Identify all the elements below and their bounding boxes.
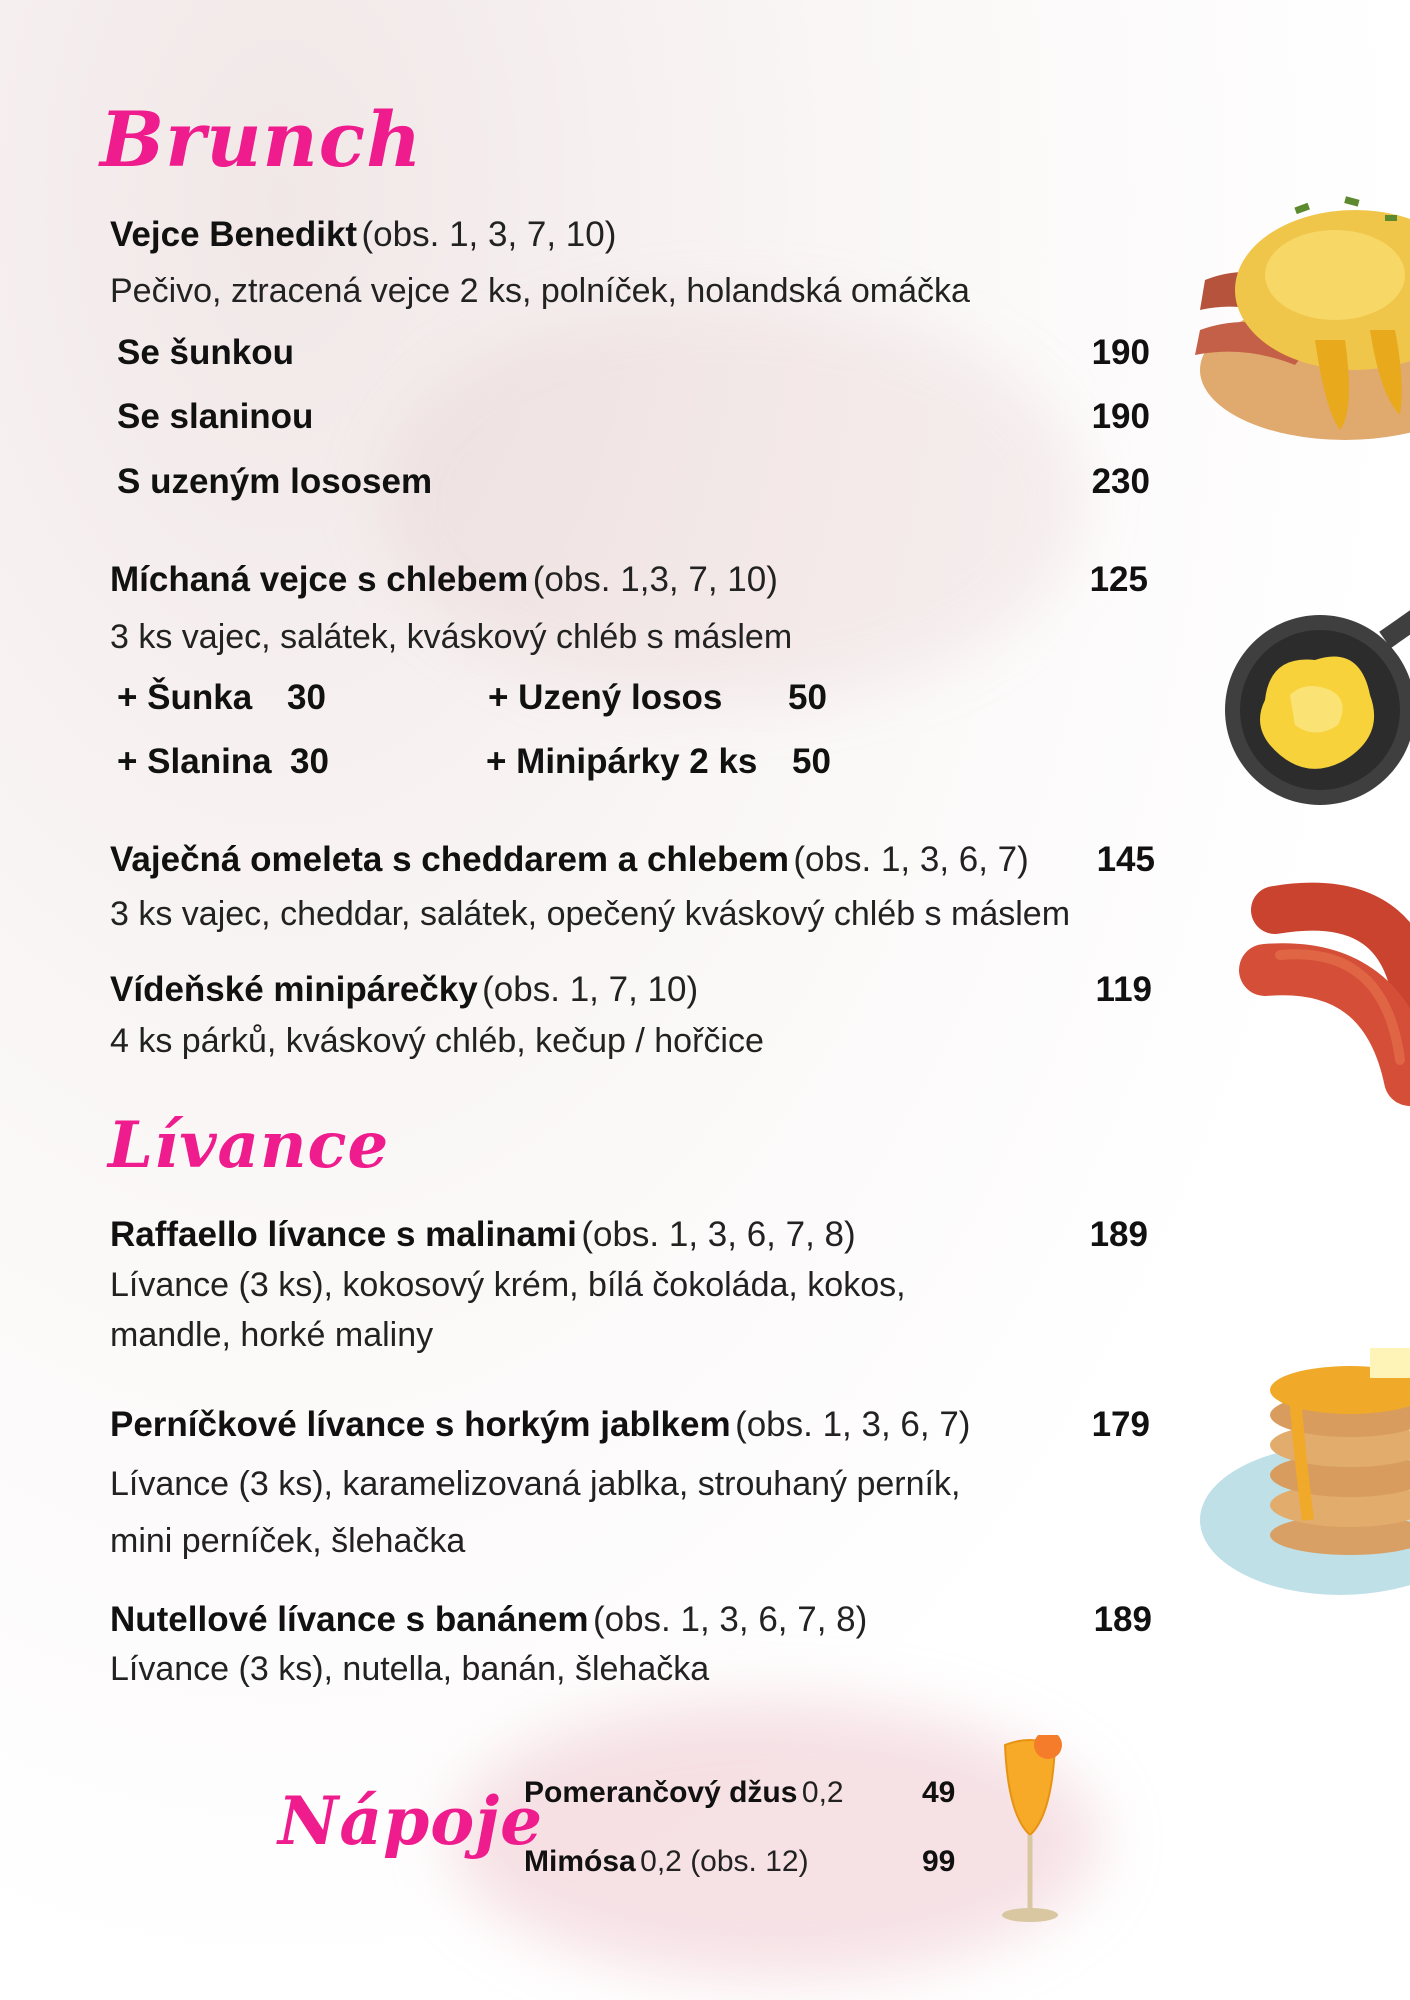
item-description: mandle, horké maliny (110, 1316, 434, 1354)
item-name: Nutellové lívance s banánem (110, 1600, 589, 1639)
item-allergens: (obs. 1,3, 7, 10) (532, 560, 778, 599)
item-price: 189 (1093, 1600, 1152, 1639)
menu-item-title (110, 1405, 970, 1445)
item-description: mini perníček, šlehačka (110, 1522, 466, 1560)
drink-price: 49 (922, 1776, 956, 1809)
item-price: 189 (1089, 1215, 1148, 1254)
item-description: 3 ks vajec, salátek, kváskový chléb s máslem (110, 618, 793, 656)
extra-price: 50 (788, 678, 827, 717)
item-name: Míchaná vejce s chlebem (110, 560, 529, 599)
menu-item-title (110, 560, 778, 600)
extra-price: 50 (792, 742, 831, 781)
item-price: 119 (1095, 970, 1152, 1009)
variant-name: Se šunkou (117, 333, 294, 372)
drink-name: Pomerančový džus (524, 1776, 798, 1809)
item-name: Vaječná omeleta s cheddarem a chlebem (110, 840, 789, 879)
drink-item (524, 1776, 844, 1810)
item-allergens: (obs. 1, 3, 7, 10) (361, 215, 617, 254)
item-allergens: (obs. 1, 3, 6, 7) (735, 1405, 971, 1444)
menu-item-title (110, 970, 698, 1010)
item-price: 125 (1089, 560, 1148, 599)
menu-item-title (110, 840, 1029, 880)
menu-item-title (110, 215, 616, 255)
menu-item-title (110, 1215, 856, 1255)
item-description: 3 ks vajec, cheddar, salátek, opečený kváskový chléb s máslem (110, 895, 1071, 933)
item-name: Perníčkové lívance s horkým jablkem (110, 1405, 731, 1444)
item-description: Lívance (3 ks), karamelizovaná jablka, strouhaný perník, (110, 1465, 961, 1503)
item-name: Vejce Benedikt (110, 215, 358, 254)
variant-price: 230 (1091, 462, 1150, 501)
item-allergens: (obs. 1, 3, 6, 7) (793, 840, 1029, 879)
extra-price: 30 (287, 678, 326, 717)
pancakes-illustration (1200, 1320, 1410, 1620)
item-allergens: (obs. 1, 7, 10) (482, 970, 699, 1009)
drink-detail: 0,2 (obs. 12) (640, 1845, 809, 1878)
eggs-benedict-illustration (1195, 180, 1410, 480)
drink-item (524, 1845, 809, 1879)
drink-price: 99 (922, 1845, 956, 1878)
item-name: Vídeňské minipárečky (110, 970, 478, 1009)
item-name: Raffaello lívance s malinami (110, 1215, 577, 1254)
sausages-illustration (1235, 880, 1410, 1110)
variant-name: Se slaninou (117, 397, 314, 436)
extra-name: + Slanina (117, 742, 272, 781)
extra-price: 30 (290, 742, 329, 781)
section-title-pancakes: Lívance (108, 1108, 390, 1183)
item-description: Lívance (3 ks), kokosový krém, bílá čokoláda, kokos, (110, 1266, 906, 1304)
item-price: 145 (1096, 840, 1155, 879)
extra-name: + Uzený losos (488, 678, 723, 717)
variant-price: 190 (1091, 397, 1150, 436)
extra-name: + Minipárky 2 ks (486, 742, 758, 781)
drink-name: Mimósa (524, 1845, 636, 1878)
extra-name: + Šunka (117, 678, 253, 717)
section-title-drinks: Nápoje (278, 1782, 544, 1860)
variant-name: S uzeným lososem (117, 462, 433, 501)
item-allergens: (obs. 1, 3, 6, 7, 8) (581, 1215, 856, 1254)
drink-detail: 0,2 (801, 1776, 844, 1809)
item-description: 4 ks párků, kváskový chléb, kečup / hořčice (110, 1022, 764, 1060)
scrambled-eggs-pan-illustration (1220, 600, 1410, 820)
item-description: Lívance (3 ks), nutella, banán, šlehačka (110, 1650, 710, 1688)
menu-item-title (110, 1600, 867, 1640)
variant-price: 190 (1091, 333, 1150, 372)
mimosa-glass-illustration (990, 1735, 1070, 1935)
item-allergens: (obs. 1, 3, 6, 7, 8) (592, 1600, 868, 1639)
item-description: Pečivo, ztracená vejce 2 ks, polníček, holandská omáčka (110, 272, 970, 310)
section-title-brunch: Brunch (100, 95, 423, 184)
item-price: 179 (1091, 1405, 1150, 1444)
